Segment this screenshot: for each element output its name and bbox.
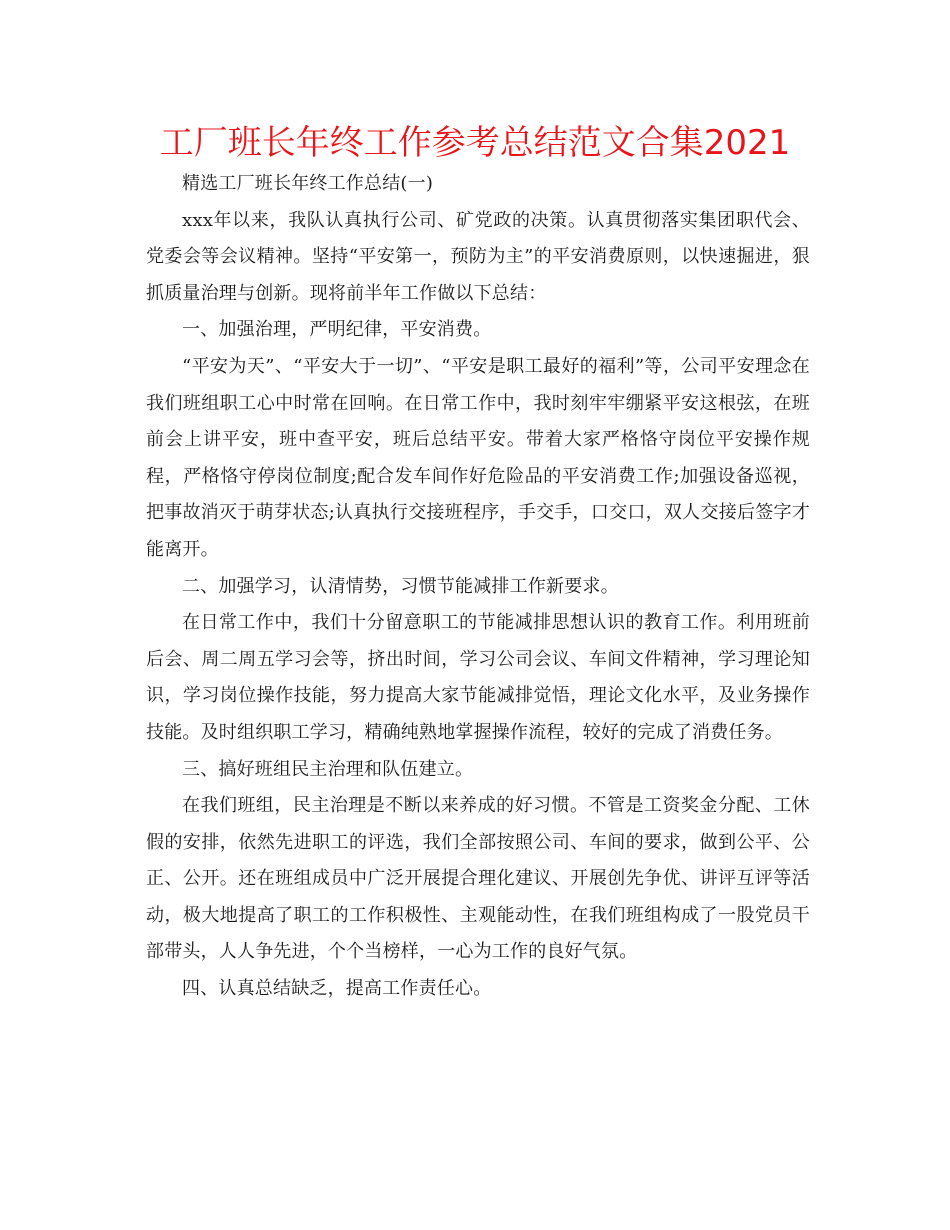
paragraph-management: 在我们班组，民主治理是不断以来养成的好习惯。不管是工资奖金分配、工休假的安排，依然先进职工的评选，我们全部按照公司、车间的要求，做到公平、公正、公开。还在班组成员中广泛开展提合理化建议、开展创先争优、讲评互评等活动，极大地提高了职工的工作积极性、主观能动性，在我们班组构成了一股党员干部带头，人人争先进，个个当榜样，一心为工作的良好气氛。 [146,795,810,963]
document-body [146,166,810,1008]
section-heading-1: 一、加强治理，严明纪律，平安消费。 [182,319,492,341]
section-subtitle: 精选工厂班长年终工作总结(一) [182,173,434,194]
paragraph-intro: xxx年以来，我队认真执行公司、矿党政的决策。认真贯彻落实集团职代会、党委会等会议精神。坚持“平安第一，预防为主”的平安消费原则，以快速掘进，狠抓质量治理与创新。现将前半年工作做以下总结： [146,209,810,304]
paragraph-study: 在日常工作中，我们十分留意职工的节能减排思想认识的教育工作。利用班前后会、周二周五学习会等，挤出时间，学习公司会议、车间文件精神，学习理论知识，学习岗位操作技能，努力提高大家节能减排觉悟，理论文化水平，及业务操作技能。及时组织职工学习，精确纯熟地掌握操作流程，较好的完成了消费任务。 [146,612,810,743]
document-title: 工厂班长年终工作参考总结范文合集2021 [159,123,791,163]
section-heading-3: 三、搞好班组民主治理和队伍建立。 [182,758,474,780]
paragraph-safety: “平安为天”、“平安大于一切”、“平安是职工最好的福利”等，公司平安理念在我们班组职工心中时常在回响。在日常工作中，我时刻牢牢绷紧平安这根弦，在班前会上讲平安，班中查平安，班后总结平安。带着大家严格恪守岗位平安操作规程，严格恪守停岗位制度;配合发车间作好危险品的平安消费工作;加强设备巡视，把事故消灭于萌芽状态;认真执行交接班程序，手交手，口交口，双人交接后签字才能离开。 [146,355,810,560]
section-heading-2: 二、加强学习，认清情势，习惯节能减排工作新要求。 [182,575,619,597]
section-heading-4: 四、认真总结缺乏，提高工作责任心。 [182,978,492,1000]
